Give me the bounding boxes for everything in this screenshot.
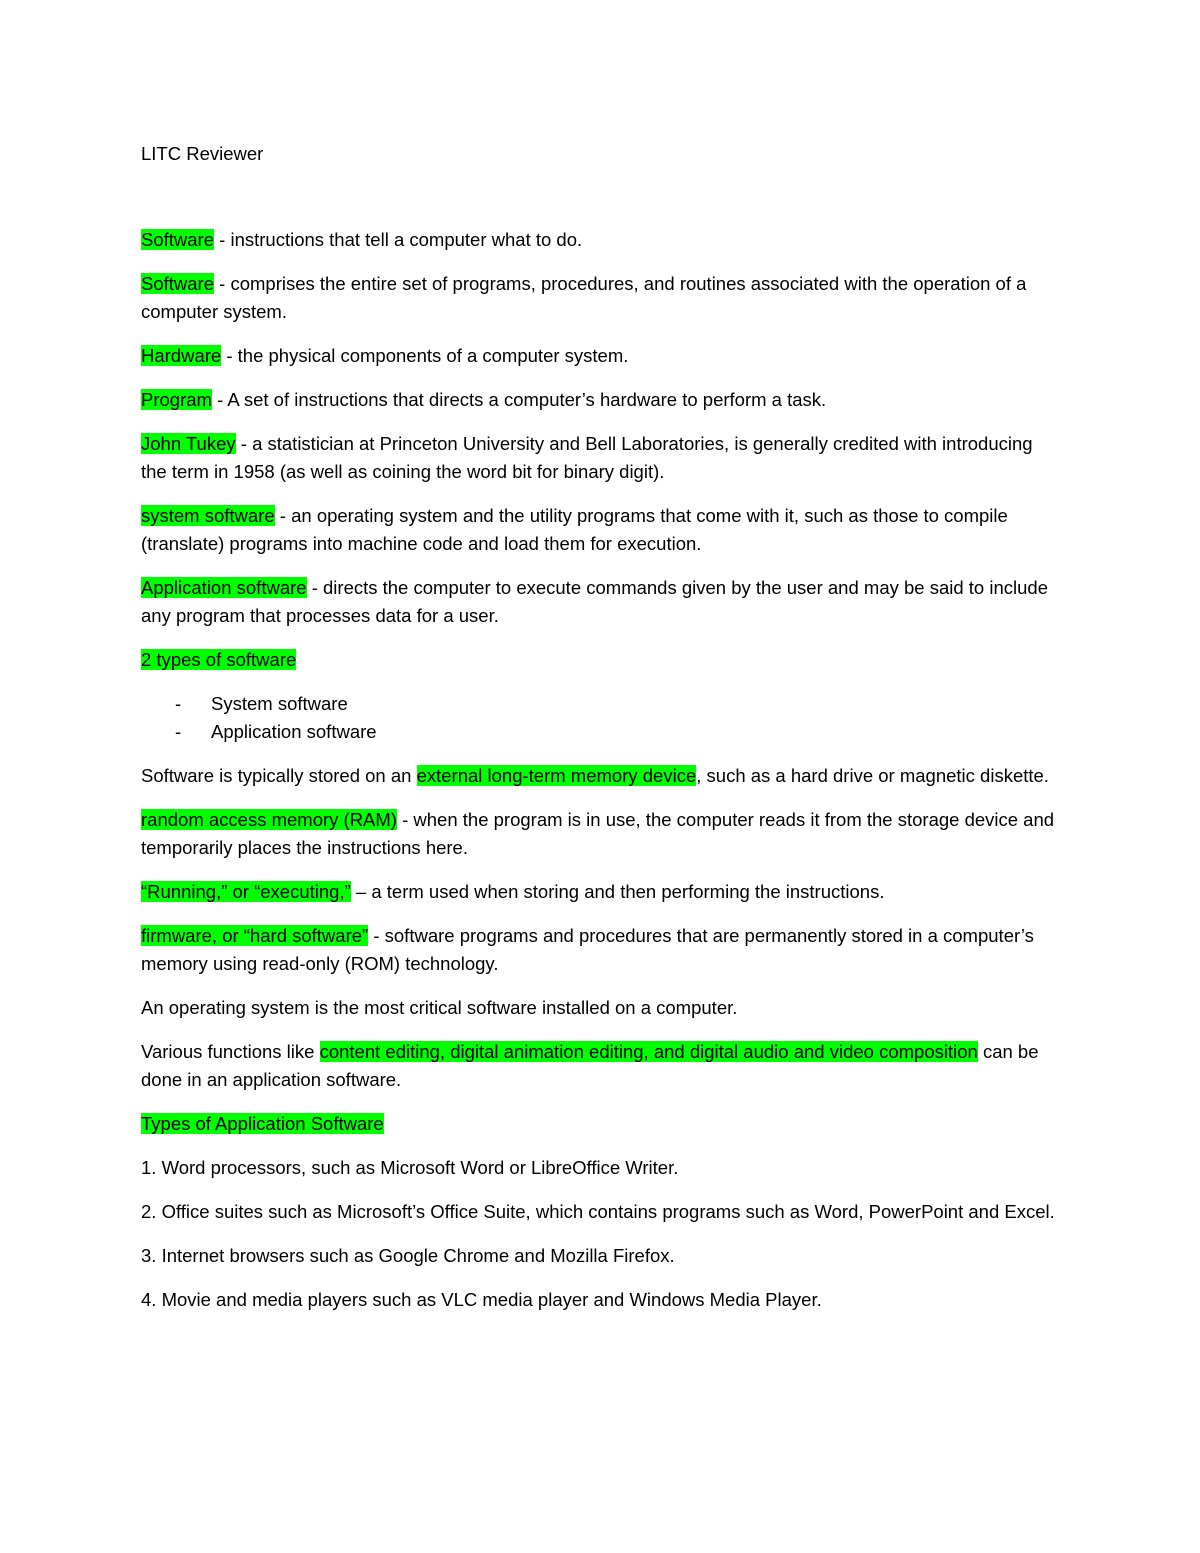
definition-paragraph: [141, 502, 1061, 558]
highlighted-term: random access memory (RAM): [141, 809, 397, 830]
storage-after: , such as a hard drive or magnetic diskette.: [696, 765, 1049, 786]
dash-bullet: -: [175, 721, 182, 742]
section-heading: [141, 646, 1061, 674]
definition-text: - instructions that tell a computer what to do.: [214, 229, 583, 250]
list-item: [141, 718, 1061, 746]
highlighted-heading: Types of Application Software: [141, 1113, 384, 1134]
definition-paragraph: [141, 878, 1061, 906]
highlighted-term: Software: [141, 229, 215, 250]
definition-text: - comprises the entire set of programs, procedures, and routines associated with the operation of a computer system.: [141, 273, 1027, 322]
dash-bullet: -: [175, 693, 182, 714]
definition-paragraph: [141, 226, 1061, 254]
definition-paragraph: [141, 386, 1061, 414]
functions-paragraph: [141, 1038, 1061, 1094]
list-item-text: Application software: [211, 721, 377, 742]
document-page: [141, 140, 1061, 1330]
document-title: LITC Reviewer: [141, 143, 264, 164]
app-type-item: 1. Word processors, such as Microsoft Word or LibreOffice Writer.: [141, 1157, 679, 1178]
definition-text: – a term used when storing and then performing the instructions.: [350, 881, 885, 902]
highlighted-term: Software: [141, 273, 215, 294]
definition-paragraph: [141, 806, 1061, 862]
app-type-item: 3. Internet browsers such as Google Chrome and Mozilla Firefox.: [141, 1245, 675, 1266]
highlighted-term: John Tukey: [141, 433, 236, 454]
highlighted-term: Hardware: [141, 345, 222, 366]
definition-text: - software programs and procedures that are permanently stored in a computer’s memory using read-only (ROM) technology.: [141, 925, 1034, 974]
highlighted-term: firmware, or “hard software”: [141, 925, 369, 946]
definition-text: - an operating system and the utility programs that come with it, such as those to compile (translate) programs into machine code and load them for execution.: [141, 505, 1008, 554]
app-type-item: 4. Movie and media players such as VLC media player and Windows Media Player.: [141, 1289, 822, 1310]
definition-paragraph: [141, 270, 1061, 326]
app-type-item: 2. Office suites such as Microsoft’s Office Suite, which contains programs such as Word, PowerPoint and Excel.: [141, 1201, 1055, 1222]
storage-paragraph: [141, 762, 1061, 790]
highlighted-term: system software: [141, 505, 275, 526]
storage-before: Software is typically stored on an: [141, 765, 417, 786]
section-heading: [141, 1110, 1061, 1138]
functions-before: Various functions like: [141, 1041, 320, 1062]
definition-paragraph: [141, 430, 1061, 486]
storage-highlight: external long-term memory device: [416, 765, 697, 786]
highlighted-heading: 2 types of software: [141, 649, 297, 670]
definition-text: - the physical components of a computer system.: [221, 345, 629, 366]
definition-text: - a statistician at Princeton University and Bell Laboratories, is generally credited with introducing the term in 1958 (as well as coining the word bit for binary digit).: [141, 433, 1033, 482]
list-item: [141, 690, 1061, 718]
functions-highlight: content editing, digital animation editing, and digital audio and video composition: [319, 1041, 978, 1062]
types-list: [141, 690, 1061, 746]
functions-after: can be done in an application software.: [141, 1041, 1039, 1090]
os-paragraph: An operating system is the most critical software installed on a computer.: [141, 997, 738, 1018]
definition-paragraph: [141, 342, 1061, 370]
definition-text: - A set of instructions that directs a computer’s hardware to perform a task.: [211, 389, 827, 410]
definition-text: - when the program is in use, the computer reads it from the storage device and temporarily places the instructions here.: [141, 809, 1055, 858]
definition-text: - directs the computer to execute commands given by the user and may be said to include any program that processes data for a user.: [141, 577, 1048, 626]
highlighted-term: “Running,” or “executing,”: [141, 881, 351, 902]
list-item-text: System software: [211, 693, 348, 714]
definition-paragraph: [141, 574, 1061, 630]
definition-paragraph: [141, 922, 1061, 978]
highlighted-term: Program: [141, 389, 212, 410]
highlighted-term: Application software: [141, 577, 307, 598]
